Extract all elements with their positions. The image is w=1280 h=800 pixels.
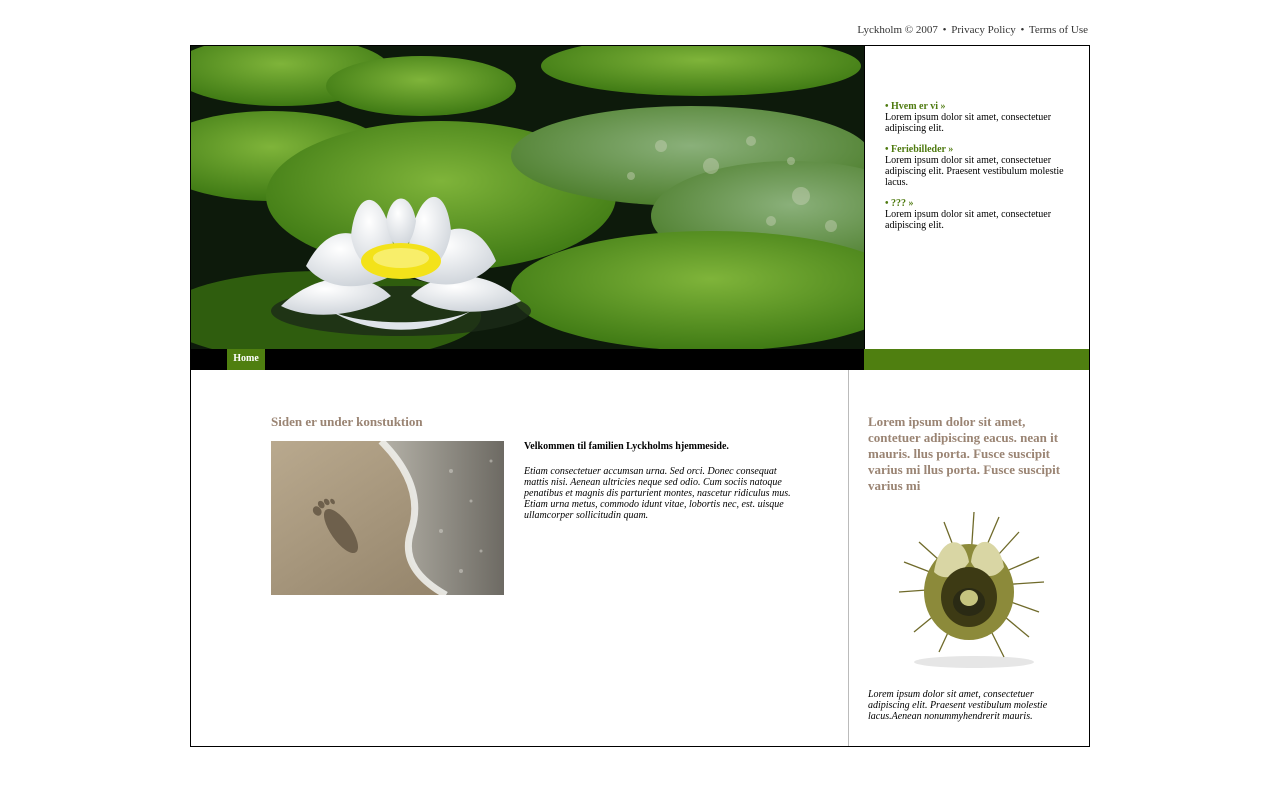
right-column-text: Lorem ipsum dolor sit amet, consectetuer adipiscing elit. Praesent vestibulum molestie lacus.Aenean nonummyhendrerit mauris. <box>868 689 1048 722</box>
sidebar-list <box>885 101 1070 241</box>
nav-bar-accent <box>864 349 1089 370</box>
sidebar-item-text: Lorem ipsum dolor sit amet, consectetuer adipiscing elit. <box>885 209 1052 231</box>
tab-home[interactable]: Home <box>227 349 265 370</box>
terms-of-use-link[interactable]: Terms of Use <box>1028 24 1088 36</box>
chestnut-image <box>879 502 1059 672</box>
hero-water-lily-image <box>191 46 864 349</box>
hvem-er-vi-link[interactable]: • Hvem er vi » <box>885 101 946 112</box>
copyright-text: Lyckholm © 2007 <box>857 24 938 36</box>
welcome-body: Etiam consectetuer accumsan urna. Sed orci. Donec consequat mattis nisi. Aenean ultricies neque sed odio. Cum sociis natoque penatibus et magnis dis parturient montes, nascetur ridiculus mus. Etiam urna metus, commodo idunt vitae, lobortis nec, est. uisque ullamcorper sollicitudin quam. <box>524 466 791 521</box>
site-frame <box>190 45 1090 747</box>
separator: • <box>942 24 947 36</box>
unknown-link[interactable]: • ??? » <box>885 198 914 209</box>
sidebar-item-unknown <box>885 198 1070 231</box>
footprint-beach-image <box>271 441 504 595</box>
top-links <box>190 24 1088 36</box>
welcome-text-block <box>524 441 799 521</box>
welcome-heading: Velkommen til familien Lyckholms hjemmeside. <box>524 441 729 452</box>
sidebar-item-text: Lorem ipsum dolor sit amet, consectetuer adipiscing elit. Praesent vestibulum molestie lacus. <box>885 155 1064 188</box>
sidebar-item-feriebilleder <box>885 144 1070 188</box>
main-content <box>191 370 849 746</box>
sidebar-item-text: Lorem ipsum dolor sit amet, consectetuer adipiscing elit. <box>885 112 1052 134</box>
feriebilleder-link[interactable]: • Feriebilleder » <box>885 144 954 155</box>
page-title: Siden er under konstuktion <box>271 414 423 429</box>
sidebar-panel <box>864 46 1089 349</box>
sidebar-item-hvem-er-vi <box>885 101 1070 134</box>
right-column <box>849 370 1089 746</box>
separator: • <box>1020 24 1025 36</box>
nav-bar <box>191 349 864 370</box>
privacy-policy-link[interactable]: Privacy Policy <box>951 24 1016 36</box>
right-column-heading: Lorem ipsum dolor sit amet, contetuer adipiscing eacus. nean it mauris. llus porta. Fusce suscipit varius mi llus porta. Fusce suscipit varius mi <box>868 414 1061 493</box>
